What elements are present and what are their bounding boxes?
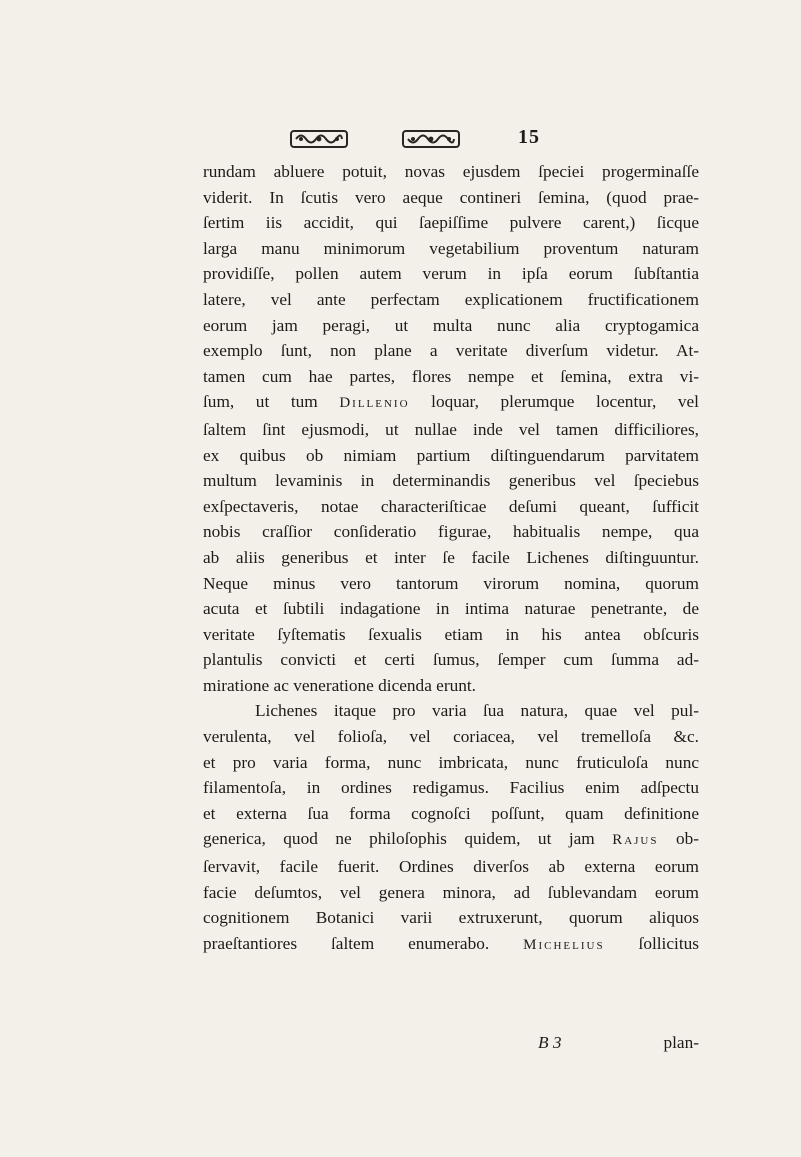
signature-mark: B 3 bbox=[538, 1033, 562, 1052]
text-line: providiſſe, pollen autem verum in ipſa eorum ſubſtantia bbox=[203, 264, 699, 284]
text-line: veritate ſyſtematis ſexualis etiam in his antea obſcuris bbox=[203, 624, 699, 644]
running-header bbox=[290, 128, 580, 156]
text-line: multum levaminis in determinandis generibus vel ſpeciebus bbox=[203, 471, 699, 491]
text-line: Neque minus vero tantorum virorum nomina, quorum bbox=[203, 573, 699, 593]
text-line: ab aliis generibus et inter ſe facile Lichenes diſtinguuntur. bbox=[203, 547, 699, 567]
text-line: viderit. In ſcutis vero aeque contineri ſemina, (quod prae- bbox=[203, 187, 699, 207]
printer-ornament-icon bbox=[290, 128, 348, 150]
text-line: ex quibus ob nimiam partium diſtinguendarum parvitatem bbox=[203, 445, 699, 465]
paragraph-1 bbox=[203, 159, 699, 698]
text-line: ſum, ut tum Dillenio loquar, plerumque locentur, vel bbox=[203, 392, 699, 412]
text-line: verulenta, vel folioſa, vel coriacea, vel tremelloſa &c. bbox=[203, 727, 699, 747]
text-line: Lichenes itaque pro varia ſua natura, quae vel pul- bbox=[255, 701, 699, 721]
text-line: et externa ſua forma cognoſci poſſunt, quam definitione bbox=[203, 803, 699, 823]
text-line: rundam abluere potuit, novas ejusdem ſpeciei progerminaſſe bbox=[203, 162, 699, 181]
text-line: eorum jam peragi, ut multa nunc alia cryptogamica bbox=[203, 315, 699, 335]
text-line: exemplo ſunt, non plane a veritate diverſum videtur. At- bbox=[203, 341, 699, 361]
text-line: ſervavit, facile fuerit. Ordines diverſos ab externa eorum bbox=[203, 857, 699, 877]
text-line: larga manu minimorum vegetabilium proventum naturam bbox=[203, 238, 699, 258]
page-footer bbox=[203, 1033, 699, 1059]
text-line: ſertim iis accidit, qui ſaepiſſime pulvere carent,) ſicque bbox=[203, 213, 699, 233]
text-line: latere, vel ante perfectam explicationem fructificationem bbox=[203, 289, 699, 309]
text-line: nobis craſſior conſideratio figurae, habitualis nempe, qua bbox=[203, 522, 699, 542]
text-line: plantulis convicti et certi ſumus, ſemper cum ſumma ad- bbox=[203, 650, 699, 670]
printer-ornament-icon bbox=[402, 128, 460, 150]
paragraph-2 bbox=[203, 698, 699, 958]
body-text bbox=[203, 159, 699, 958]
page-number: 15 bbox=[518, 126, 540, 148]
text-line: cognitionem Botanici varii extruxerunt, quorum aliquos bbox=[203, 908, 699, 928]
text-line: exſpectaveris, notae characteriſticae deſumi queant, ſufficit bbox=[203, 496, 699, 516]
text-line: tamen cum hae partes, flores nempe et ſemina, extra vi- bbox=[203, 366, 699, 386]
text-line: filamentoſa, in ordines redigamus. Facilius enim adſpectu bbox=[203, 778, 699, 798]
catchword: plan- bbox=[663, 1033, 699, 1052]
text-line: facie deſumtos, vel genera minora, ad ſublevandam eorum bbox=[203, 882, 699, 902]
text-line: ſaltem ſint ejusmodi, ut nullae inde vel tamen difficiliores, bbox=[203, 419, 699, 439]
text-line: et pro varia forma, nunc imbricata, nunc fruticuloſa nunc bbox=[203, 752, 699, 772]
text-line: miratione ac veneratione dicenda erunt. bbox=[203, 675, 477, 695]
text-line: generica, quod ne philoſophis quidem, ut jam Rajus ob- bbox=[203, 829, 699, 849]
text-line: praeſtantiores ſaltem enumerabo. Michelius ſollicitus bbox=[203, 933, 699, 953]
text-line: acuta et ſubtili indagatione in intima naturae penetrante, de bbox=[203, 599, 699, 619]
